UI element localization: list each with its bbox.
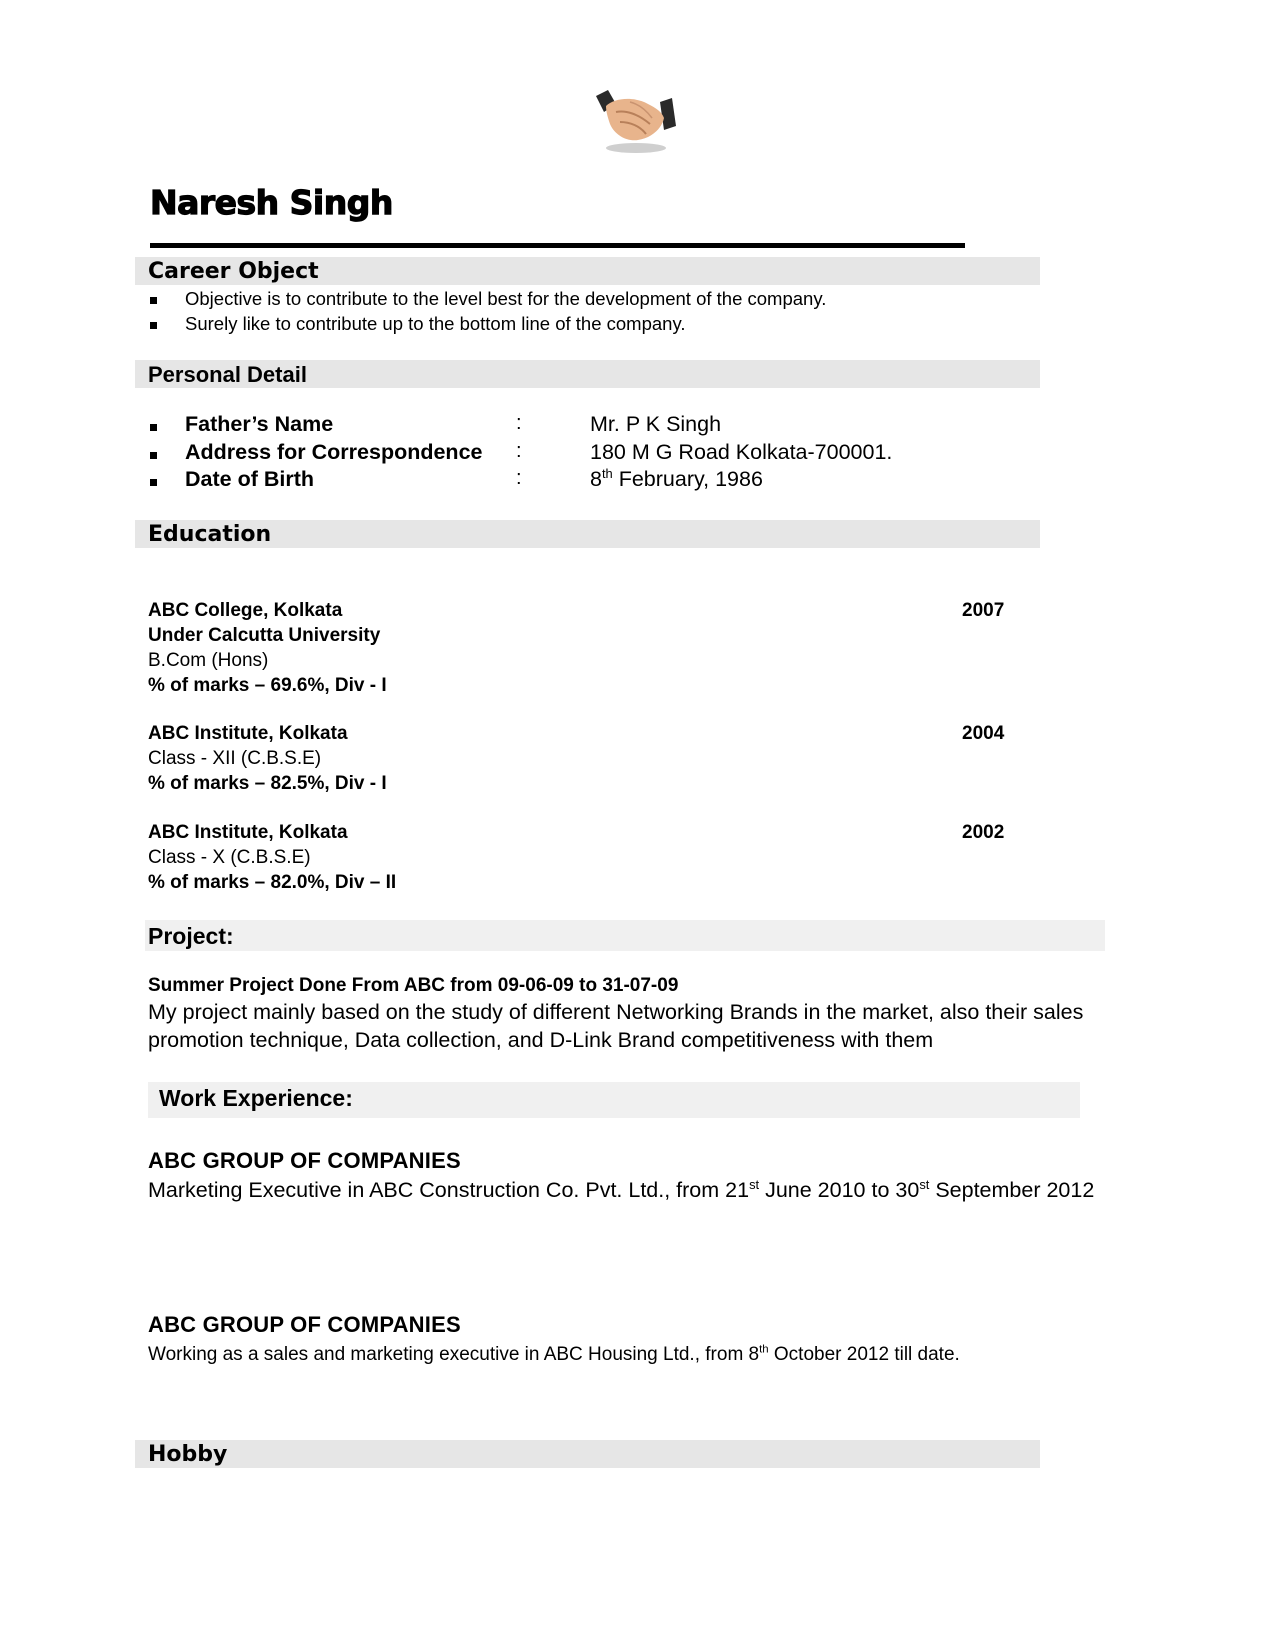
name-underline (150, 243, 965, 248)
education-entry: 2004 ABC Institute, Kolkata Class - XII (C.B.S.E) % of marks – 82.5%, Div - I (148, 723, 1005, 794)
detail-label: Father’s Name (185, 412, 334, 436)
detail-value: Mr. P K Singh (590, 412, 722, 436)
detail-value: 180 M G Road Kolkata-700001. (590, 439, 893, 464)
detail-row: Father’s Name : Mr. P K Singh (150, 412, 1050, 440)
education-section-header (135, 520, 1040, 548)
career-section-title: Career Object (148, 259, 319, 284)
bullet-icon (150, 424, 157, 431)
education-entry: 2002 ABC Institute, Kolkata Class - X (C.B.S.E) % of marks – 82.0%, Div – II (148, 822, 1005, 893)
project-section-title: Project: (148, 923, 234, 949)
bullet-icon (150, 322, 157, 329)
detail-value: 8th February, 1986 (590, 465, 763, 491)
company-name: ABC GROUP OF COMPANIES (148, 1312, 461, 1337)
education-year: 2004 (962, 723, 1005, 744)
bullet-icon (150, 452, 157, 459)
work-entry (148, 1148, 1108, 1204)
career-section-header (135, 257, 1040, 285)
personal-section-header (135, 360, 1040, 388)
personal-details (150, 412, 1050, 492)
job-description: Working as a sales and marketing executive in ABC Housing Ltd., from 8th October 2012 till date. (148, 1343, 960, 1365)
work-section-title: Work Experience: (159, 1085, 353, 1111)
hobby-section-title: Hobby (148, 1442, 228, 1467)
detail-label: Address for Correspondence (185, 439, 483, 464)
company-name: ABC GROUP OF COMPANIES (148, 1148, 461, 1173)
detail-row: Date of Birth : 8th February, 1986 (150, 467, 1050, 495)
personal-section-title: Personal Detail (148, 362, 307, 387)
bullet-icon (150, 479, 157, 486)
detail-label: Date of Birth (185, 467, 314, 491)
work-entry (148, 1312, 960, 1367)
work-section-header (148, 1082, 1080, 1118)
education-entry: 2007 ABC College, Kolkata Under Calcutta University B.Com (Hons) % of marks – 69.6%, Div - I (148, 600, 1005, 696)
project-description: My project mainly based on the study of different Networking Brands in the market, also their sales promotion technique, Data collection, and D-Link Brand competitiveness with them (148, 1000, 1084, 1052)
education-section-title: Education (148, 522, 272, 547)
education-year: 2002 (962, 822, 1005, 843)
project-section-header (145, 920, 1105, 951)
project-subtitle: Summer Project Done From ABC from 09-06-09 to 31-07-09 (148, 975, 679, 996)
education-year: 2007 (962, 600, 1005, 621)
job-description: Marketing Executive in ABC Construction Co. Pvt. Ltd., from 21st June 2010 to 30st September 2012 (148, 1176, 1095, 1202)
candidate-name: Naresh Singh (150, 183, 393, 222)
bullet-icon (150, 297, 157, 304)
handshake-icon (590, 82, 680, 162)
detail-row: Address for Correspondence : 180 M G Road Kolkata-700001. (150, 440, 1050, 468)
hobby-section-header (135, 1440, 1040, 1468)
handshake-logo (590, 82, 680, 162)
